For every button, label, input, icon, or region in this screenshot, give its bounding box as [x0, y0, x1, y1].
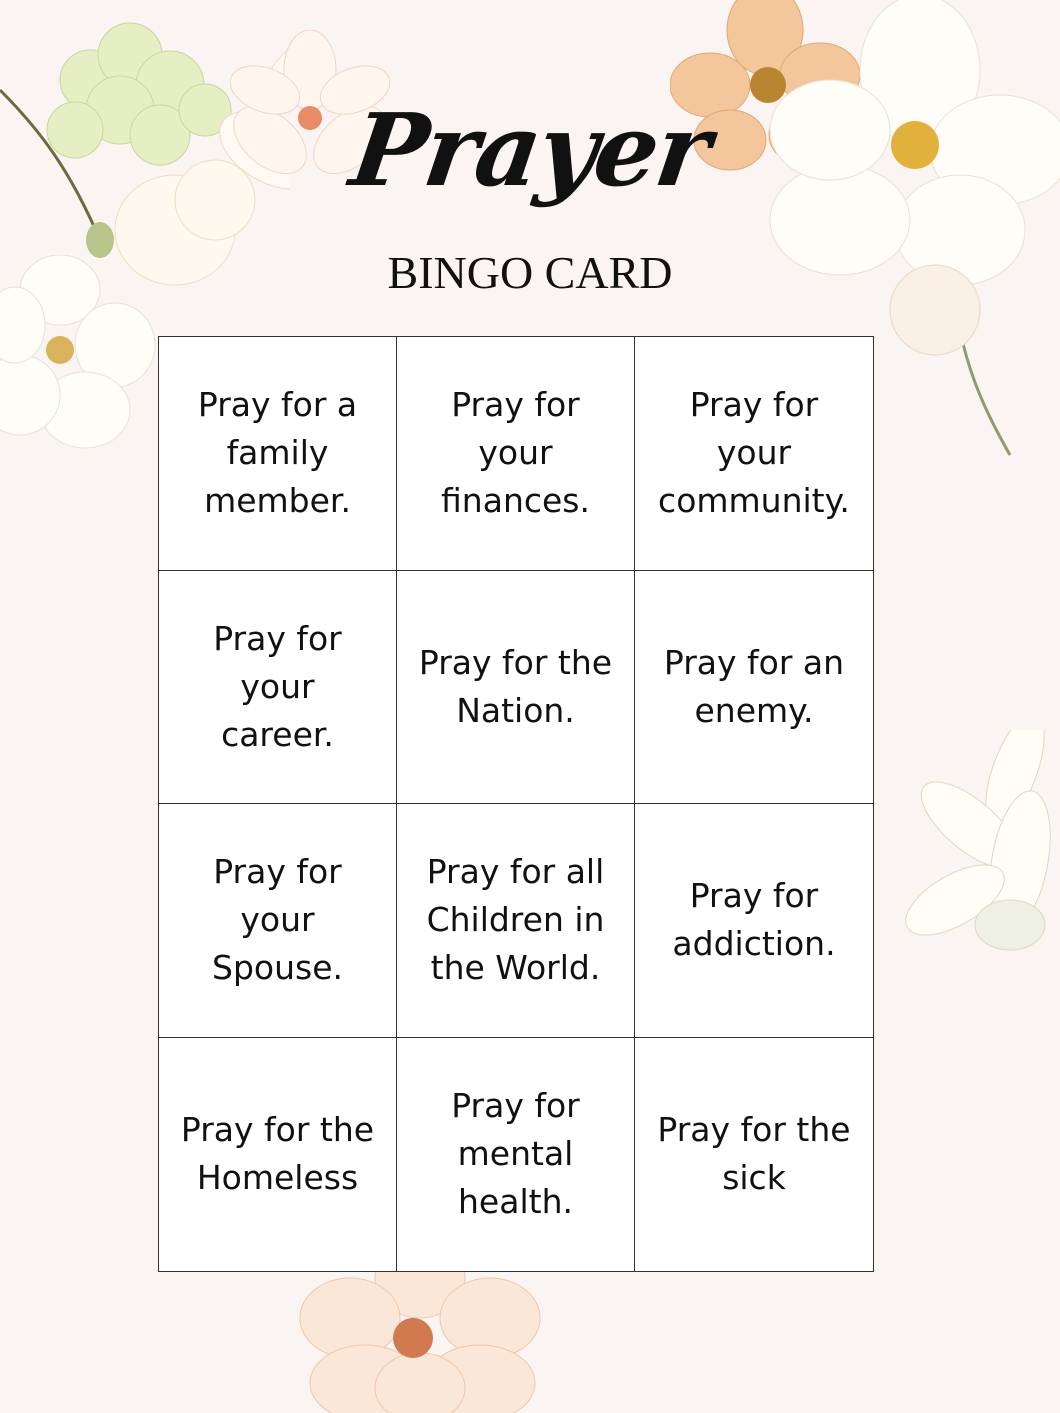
bingo-cell-2[interactable]: [397, 337, 635, 571]
card-title: Prayer: [344, 91, 716, 209]
bingo-cell-11[interactable]: [397, 1038, 635, 1272]
bingo-cell-text: Pray for addiction.: [672, 876, 836, 964]
left-white-flower-image: [0, 255, 160, 455]
bingo-cell-text: Pray for an enemy.: [663, 642, 845, 730]
bingo-cell-text: Pray for your career.: [213, 618, 342, 754]
bingo-cell-text: Pray for a family member.: [197, 385, 358, 521]
bingo-grid: [158, 336, 874, 1272]
bingo-cell-4[interactable]: [159, 571, 397, 805]
bingo-cell-text: Pray for the sick: [657, 1110, 851, 1198]
bingo-cell-text: Pray for all Children in the World.: [426, 852, 605, 988]
bingo-cell-text: Pray for your community.: [658, 385, 850, 521]
bingo-cell-9[interactable]: [635, 804, 873, 1038]
bingo-cell-text: Pray for your Spouse.: [212, 852, 343, 988]
bingo-cell-8[interactable]: [397, 804, 635, 1038]
bingo-cell-text: Pray for your finances.: [441, 385, 590, 521]
right-white-lily-image: [900, 730, 1060, 960]
bingo-cell-5[interactable]: [397, 571, 635, 805]
bingo-cell-text: Pray for the Homeless: [180, 1110, 375, 1198]
bingo-cell-6[interactable]: [635, 571, 873, 805]
bingo-cell-7[interactable]: [159, 804, 397, 1038]
bingo-cell-10[interactable]: [159, 1038, 397, 1272]
bingo-cell-1[interactable]: [159, 337, 397, 571]
bingo-cell-3[interactable]: [635, 337, 873, 571]
card-subtitle: BINGO CARD: [387, 247, 673, 298]
bingo-cell-12[interactable]: [635, 1038, 873, 1272]
bingo-cell-text: Pray for mental health.: [451, 1086, 580, 1222]
bingo-cell-text: Pray for the Nation.: [418, 642, 613, 730]
